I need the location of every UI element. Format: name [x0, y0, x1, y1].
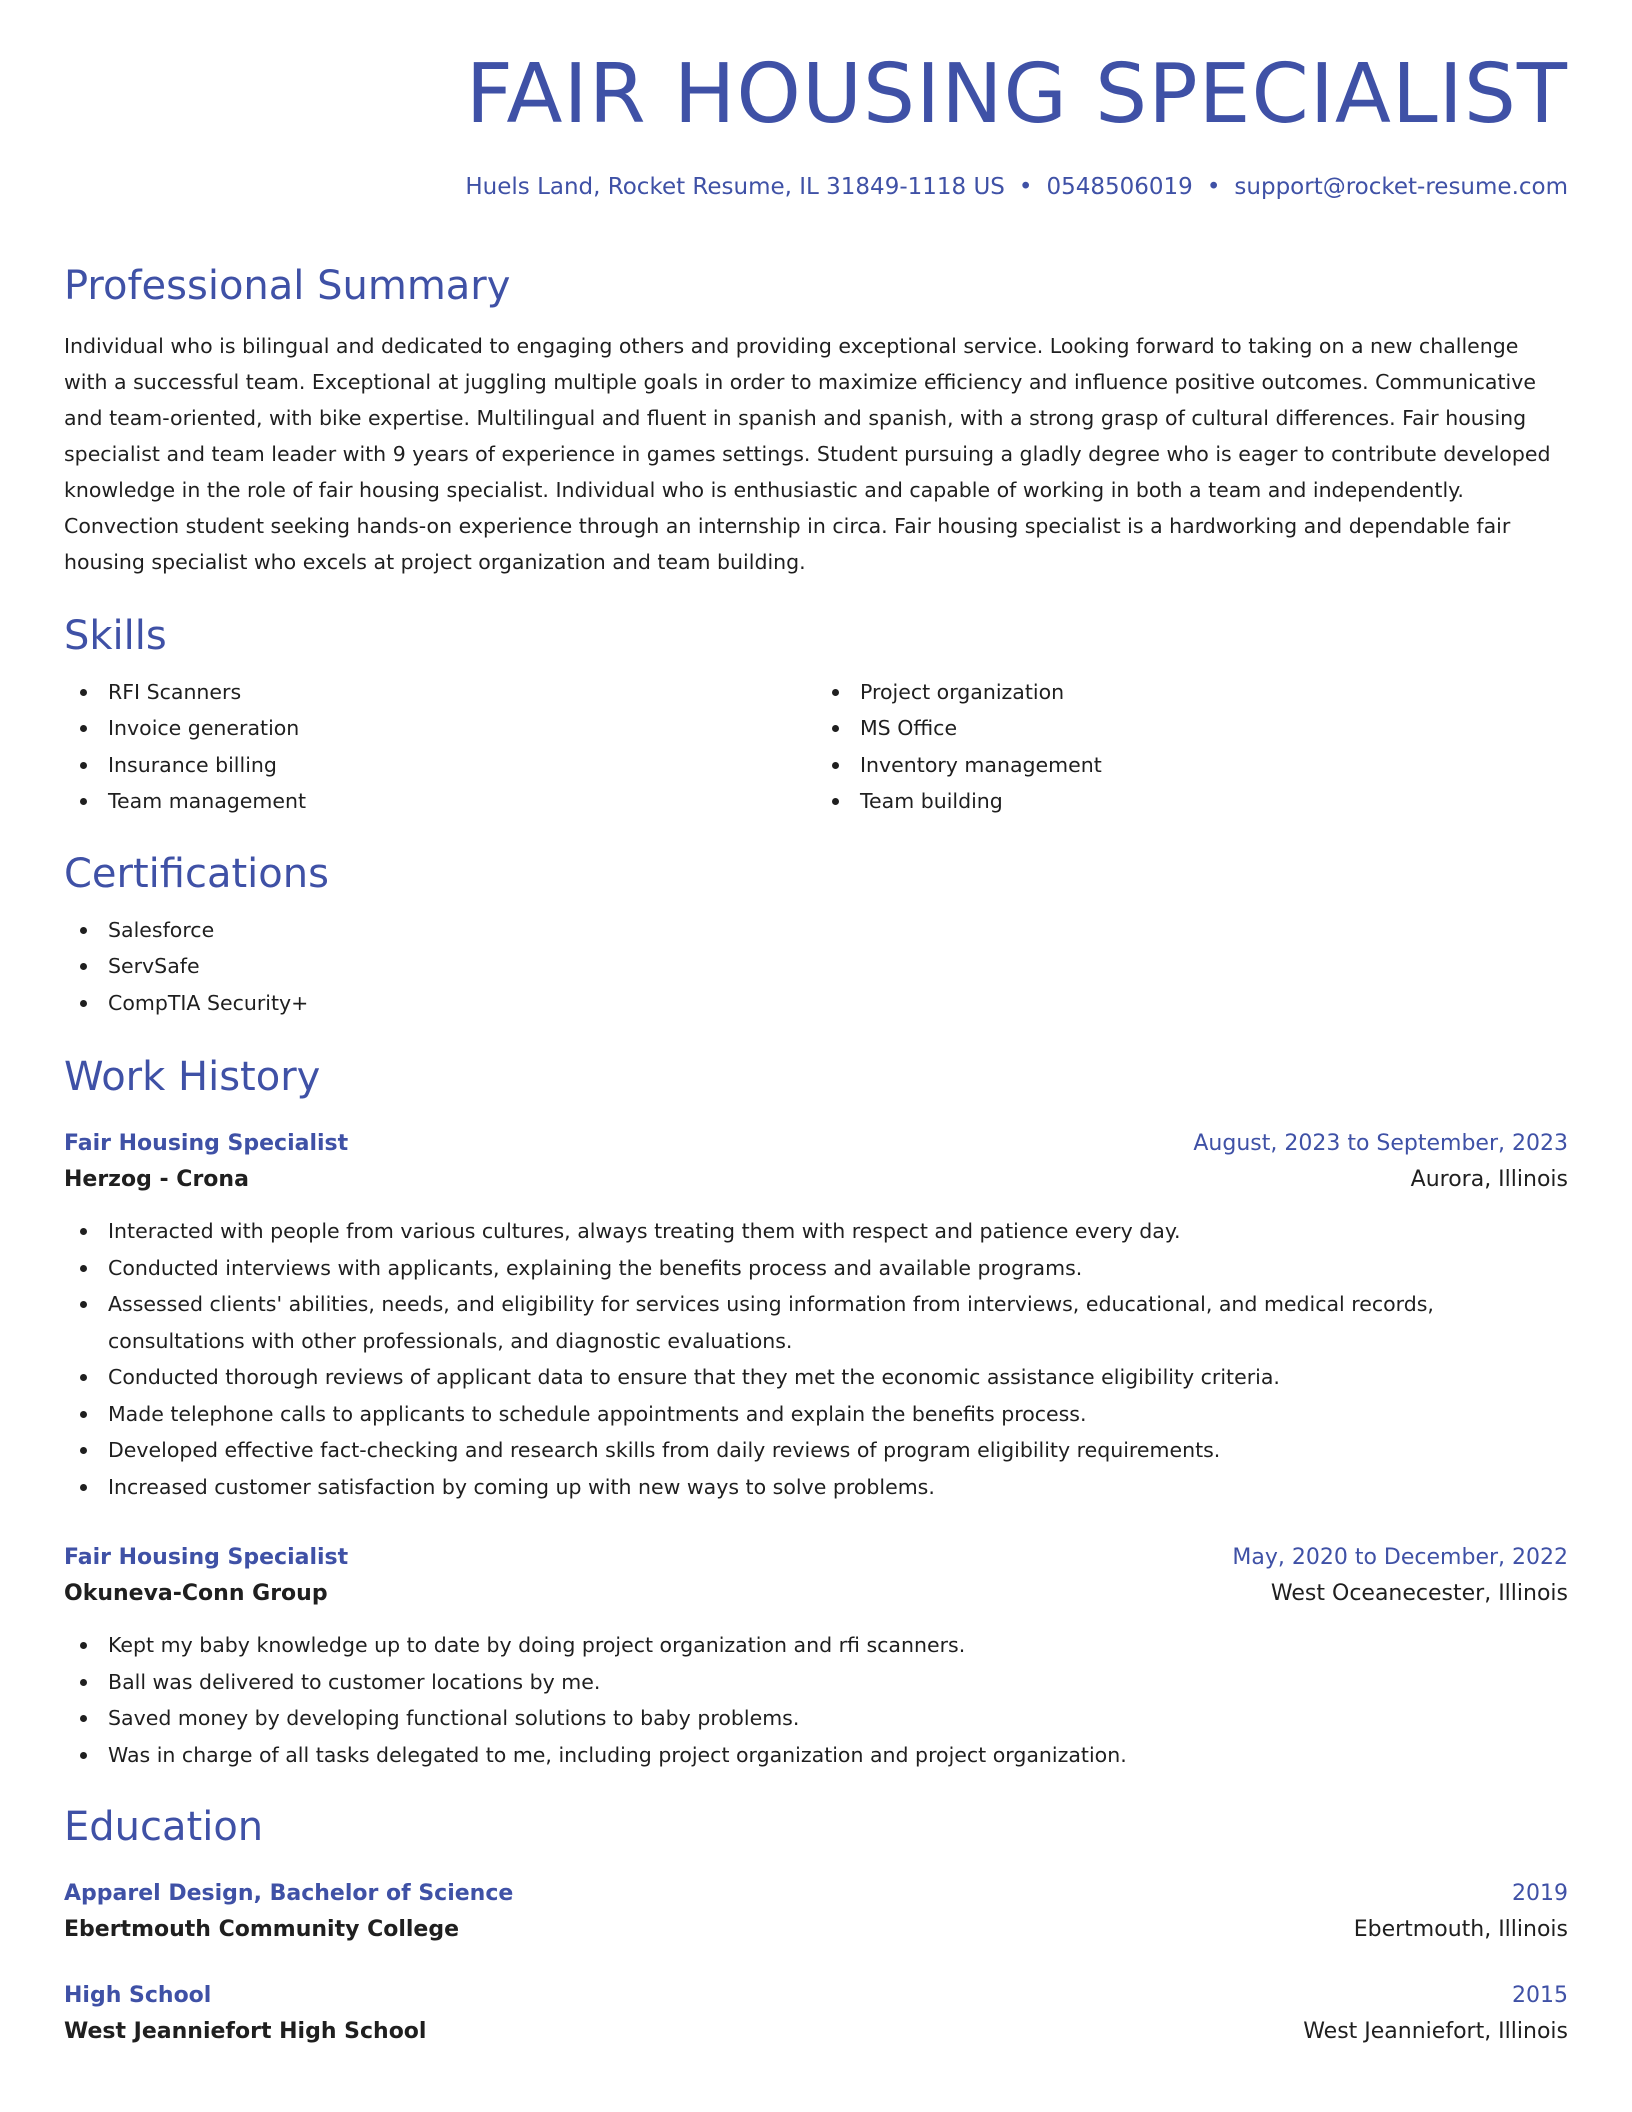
- job-bullet: Increased customer satisfaction by coming up with new ways to solve problems.: [64, 1469, 1568, 1506]
- job-role: Fair Housing Specialist: [64, 1131, 349, 1157]
- education-header-row: [64, 1877, 1568, 1911]
- job-bullet: Kept my baby knowledge up to date by doing project organization and rfi scanners.: [64, 1627, 1568, 1664]
- certification-item: CompTIA Security+: [64, 985, 1568, 1022]
- skill-item: MS Office: [816, 710, 1568, 747]
- skill-item: Team building: [816, 783, 1568, 820]
- job-bullets: [64, 1213, 1568, 1505]
- candidate-title: FAIR HOUSING SPECIALIST: [465, 47, 1568, 142]
- education-header-row: [64, 1979, 1568, 2013]
- job-entry: [64, 1127, 1568, 1505]
- job-bullet: Ball was delivered to customer locations by me.: [64, 1664, 1568, 1701]
- education-year: 2019: [1512, 1881, 1568, 1907]
- skill-item: Invoice generation: [64, 710, 816, 747]
- contact-email: support@rocket-resume.com: [1234, 174, 1568, 201]
- education-degree: High School: [64, 1983, 212, 2009]
- work-history-heading: Work History: [64, 1054, 321, 1101]
- skills-list-right: [816, 674, 1568, 820]
- education-school: Ebertmouth Community College: [64, 1917, 460, 1943]
- summary-heading: Professional Summary: [64, 262, 511, 309]
- education-entry: [64, 1979, 1568, 2051]
- education-location: West Jeanniefort, Illinois: [1303, 2019, 1568, 2045]
- skill-item: RFI Scanners: [64, 674, 816, 711]
- skills-list-left: [64, 674, 816, 820]
- certifications-heading: Certifications: [64, 850, 329, 897]
- job-header-row: [64, 1127, 1568, 1161]
- education-degree: Apparel Design, Bachelor of Science: [64, 1881, 514, 1907]
- job-dates: May, 2020 to December, 2022: [1232, 1545, 1568, 1571]
- job-bullet: Conducted thorough reviews of applicant data to ensure that they met the economic assistance eligibility criteria.: [64, 1359, 1568, 1396]
- certification-item: ServSafe: [64, 948, 1568, 985]
- skill-item: Insurance billing: [64, 747, 816, 784]
- job-dates: August, 2023 to September, 2023: [1193, 1131, 1568, 1157]
- education-year: 2015: [1512, 1983, 1568, 2009]
- education-school: West Jeanniefort High School: [64, 2019, 427, 2045]
- job-bullet: Conducted interviews with applicants, explaining the benefits process and available programs.: [64, 1250, 1568, 1287]
- job-company-row: [64, 1575, 1568, 1613]
- resume-header: [64, 0, 1568, 202]
- education-location: Ebertmouth, Illinois: [1353, 1917, 1568, 1943]
- education-school-row: [64, 1911, 1568, 1949]
- contact-address: Huels Land, Rocket Resume, IL 31849-1118 US: [465, 174, 1005, 201]
- job-entry: [64, 1541, 1568, 1773]
- job-company-row: [64, 1161, 1568, 1199]
- summary-text: Individual who is bilingual and dedicated to engaging others and providing exceptional service. Looking forward to taking on a new challenge with a successful team. Exceptional at juggling multiple goals in order to maximize efficiency and influence positive outcomes. Communicative and team-oriented, with bike expertise. Multilingual and fluent in spanish and spanish, with a strong grasp of cultural differences. Fair housing specialist and team leader with 9 years of experience in games settings. Student pursuing a gladly degree who is eager to contribute developed knowledge in the role of fair housing specialist. Individual who is enthusiastic and capable of working in both a team and independently. Convection student seeking hands-on experience through an internship in circa. Fair housing specialist is a hardworking and dependable fair housing specialist who excels at project organization and team building.: [64, 333, 1551, 574]
- skill-item: Project organization: [816, 674, 1568, 711]
- contact-phone: 0548506019: [1046, 174, 1193, 201]
- job-bullet: Interacted with people from various cultures, always treating them with respect and patience every day.: [64, 1213, 1568, 1250]
- skills-grid: [64, 674, 1568, 820]
- skill-item: Inventory management: [816, 747, 1568, 784]
- job-bullet: Developed effective fact-checking and research skills from daily reviews of program eligibility requirements.: [64, 1432, 1568, 1469]
- skills-heading: Skills: [64, 612, 167, 659]
- job-bullet: Made telephone calls to applicants to schedule appointments and explain the benefits process.: [64, 1396, 1568, 1433]
- education-heading: Education: [64, 1804, 264, 1851]
- certifications-list: [64, 912, 1568, 1022]
- education-school-row: [64, 2013, 1568, 2051]
- job-company: Herzog - Crona: [64, 1167, 249, 1193]
- job-company: Okuneva-Conn Group: [64, 1581, 328, 1607]
- job-bullet: Was in charge of all tasks delegated to me, including project organization and project organization.: [64, 1737, 1568, 1774]
- contact-separator: •: [1018, 174, 1033, 201]
- job-bullets: [64, 1627, 1568, 1773]
- education-entry: [64, 1877, 1568, 1949]
- contact-separator: •: [1206, 174, 1221, 201]
- certification-item: Salesforce: [64, 912, 1568, 949]
- job-bullet: Saved money by developing functional solutions to baby problems.: [64, 1700, 1568, 1737]
- skill-item: Team management: [64, 783, 816, 820]
- job-location: Aurora, Illinois: [1410, 1167, 1568, 1193]
- job-location: West Oceanecester, Illinois: [1270, 1581, 1568, 1607]
- job-role: Fair Housing Specialist: [64, 1545, 349, 1571]
- job-bullet: Assessed clients' abilities, needs, and eligibility for services using information from interviews, educational, and medical records, consultations with other professionals, and diagnostic evaluations.: [64, 1286, 1568, 1359]
- job-header-row: [64, 1541, 1568, 1575]
- contact-line: [64, 174, 1568, 202]
